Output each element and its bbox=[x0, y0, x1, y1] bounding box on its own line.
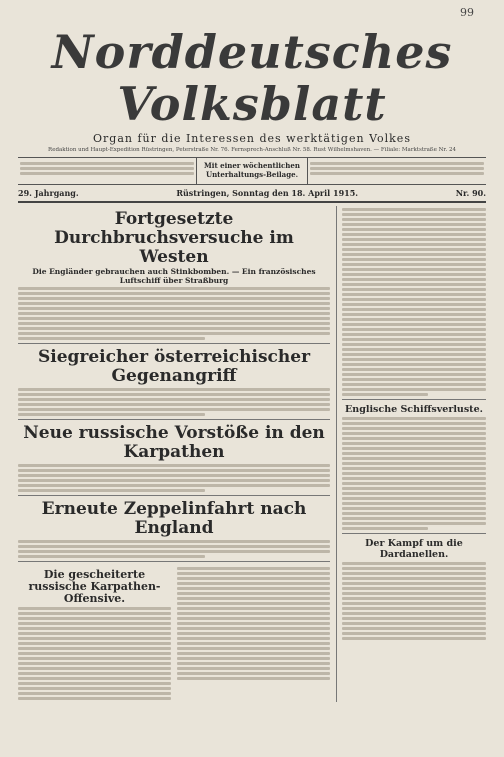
article-1-body bbox=[18, 287, 330, 340]
date: Rüstringen, Sonntag den 18. April 1915. bbox=[176, 188, 359, 198]
columns bbox=[18, 206, 486, 702]
article-3-body bbox=[18, 464, 330, 492]
headline-4: Erneute Zeppelinfahrt nach England bbox=[41, 499, 307, 538]
volume: 29. Jahrgang. bbox=[18, 188, 79, 198]
supplement-line-1: Mit einer wöchentlichen bbox=[204, 161, 300, 170]
lower-col-1 bbox=[18, 565, 171, 702]
info-box-left bbox=[18, 158, 196, 184]
article-2-body bbox=[18, 388, 330, 416]
headline-2: Siegreicher österreichischer Gegenangriff bbox=[37, 347, 311, 386]
editorial-line: Redaktion und Haupt-Expedition Rüstringen, Peterstraße Nr. 76. Fernsprech-Anschluß Nr. 58. Rust Wilhelmshaven. — Filiale: Marktstraße Nr. 24 bbox=[48, 147, 456, 153]
info-box-row bbox=[18, 157, 486, 185]
masthead-title: Norddeutsches Volksblatt bbox=[51, 25, 453, 131]
subheadline-1: Die Engländer gebrauchen auch Stinkbomben. — Ein französisches Luftschiff über Straßburg bbox=[32, 267, 316, 285]
headline-3: Neue russische Vorstöße in den Karpathen bbox=[23, 423, 325, 462]
right-headline-1: Englische Schiffsverluste. bbox=[345, 404, 483, 415]
info-box-right bbox=[308, 158, 486, 184]
masthead-subtitle: Organ für die Interessen des werktätigen Volkes bbox=[93, 132, 411, 145]
page-number: 99 bbox=[460, 6, 474, 19]
supplement-line-2: Unterhaltungs-Beilage. bbox=[205, 170, 298, 179]
lower-columns bbox=[18, 565, 330, 702]
issue: Nr. 90. bbox=[455, 188, 486, 198]
headline-5: Die gescheiterte russische Karpathen-Offensive. bbox=[28, 568, 161, 605]
left-column bbox=[18, 206, 330, 702]
right-body-1 bbox=[342, 208, 486, 396]
masthead bbox=[18, 26, 486, 153]
right-body-2 bbox=[342, 417, 486, 530]
right-headline-2: Der Kampf um die Dardanellen. bbox=[365, 538, 463, 560]
lower-col-2 bbox=[177, 565, 330, 702]
info-box-center bbox=[196, 158, 308, 184]
dateline bbox=[18, 185, 486, 203]
right-column bbox=[336, 206, 486, 702]
article-4-body bbox=[18, 540, 330, 558]
right-body-3 bbox=[342, 562, 486, 640]
headline-1: Fortgesetzte Durchbruchsversuche im Westen bbox=[54, 209, 294, 267]
